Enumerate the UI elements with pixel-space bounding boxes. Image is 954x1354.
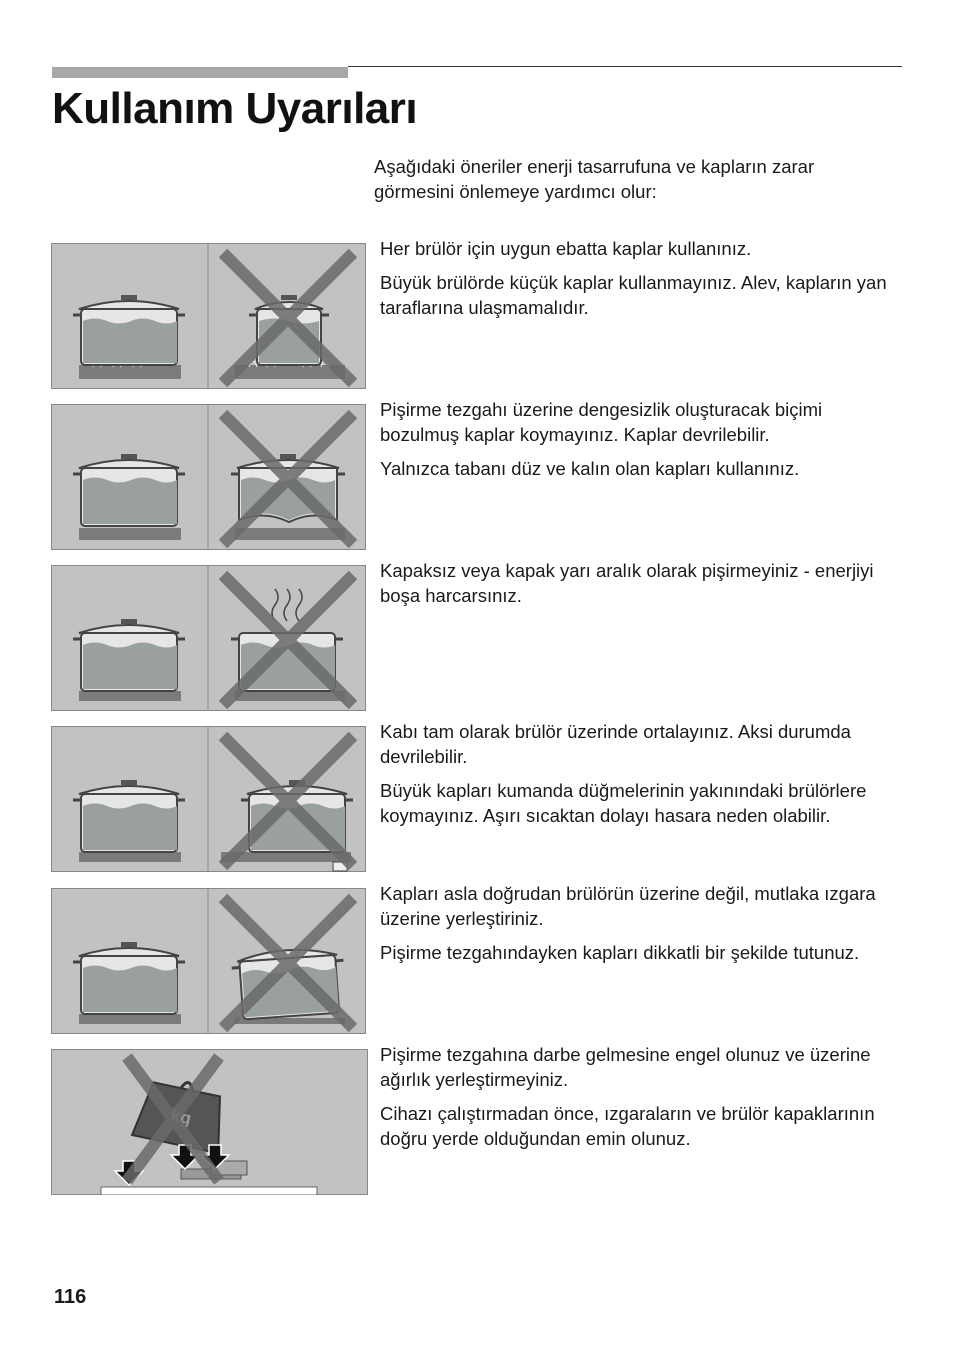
section-paragraph: Kabı tam olarak brülör üzerinde ortalayınız. Aksi durumda devrilebilir. (380, 721, 851, 767)
pot-centering-illustration-icon (51, 726, 366, 872)
pot-size-comparison-illustration-icon (51, 243, 366, 389)
pot-on-grate-illustration-icon (51, 888, 366, 1034)
section-6-text (380, 1042, 896, 1160)
section-2-text (380, 397, 896, 490)
section-paragraph: Kapları asla doğrudan brülörün üzerine değil, mutlaka ızgara üzerine yerleştiriniz. (380, 883, 876, 929)
section-paragraph: Pişirme tezgahındayken kapları dikkatli bir şekilde tutunuz. (380, 942, 860, 963)
intro-text: Aşağıdaki öneriler enerji tasarrufuna ve kapların zarar görmesini önlemeye yardımcı olur: (374, 156, 815, 202)
section-paragraph: Pişirme tezgahı üzerine dengesizlik oluşturacak biçimi bozulmuş kaplar koymayınız. Kaplar devrilebilir. (380, 399, 823, 445)
section-5-text (380, 881, 896, 974)
section-paragraph: Her brülör için uygun ebatta kaplar kullanınız. (380, 238, 752, 259)
heavy-weight-on-hob-illustration-icon (51, 1049, 368, 1195)
section-paragraph: Yalnızca tabanı düz ve kalın olan kapları kullanınız. (380, 458, 800, 479)
section-4-text (380, 719, 896, 837)
section-paragraph: Cihazı çalıştırmadan önce, ızgaraların ve brülör kapaklarının doğru yerde olduğundan emin olunuz. (380, 1103, 875, 1149)
section-paragraph: Pişirme tezgahına darbe gelmesine engel olunuz ve üzerine ağırlık yerleştirmeyiniz. (380, 1044, 871, 1090)
deformed-pot-illustration-icon (51, 404, 366, 550)
section-paragraph: Büyük brülörde küçük kaplar kullanmayınız. Alev, kapların yan taraflarına ulaşmamalıdır. (380, 272, 887, 318)
lid-usage-illustration-icon (51, 565, 366, 711)
header-bar (52, 67, 348, 78)
section-paragraph: Büyük kapları kumanda düğmelerinin yakınındaki brülörlere koymayınız. Aşırı sıcaktan dolayı hasara neden olabilir. (380, 780, 867, 826)
header-rule (348, 66, 902, 67)
page-title: Kullanım Uyarıları (52, 84, 418, 133)
section-paragraph: Kapaksız veya kapak yarı aralık olarak pişirmeyiniz - enerjiyi boşa harcarsınız. (380, 560, 874, 606)
section-3-text (380, 558, 896, 617)
section-1-text (380, 236, 896, 329)
page-number: 116 (54, 1286, 87, 1308)
